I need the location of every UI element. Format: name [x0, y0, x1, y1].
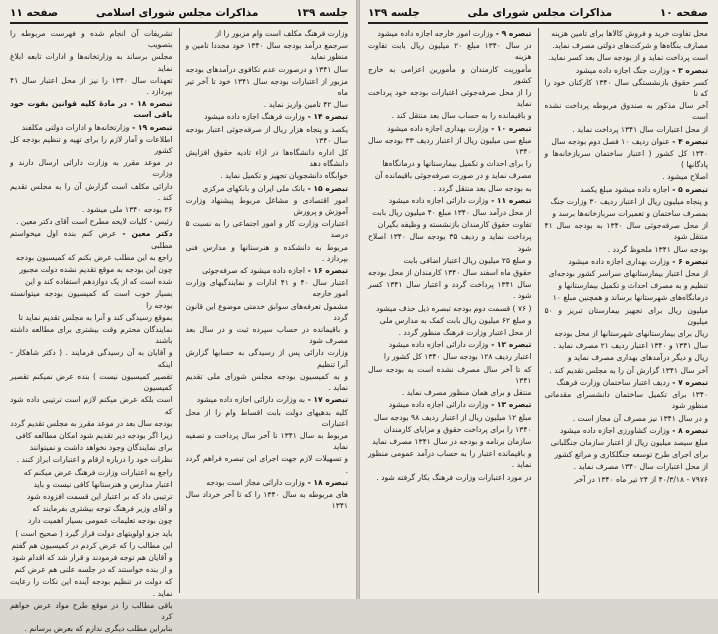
clause-text: و در سال ۱۳۴۱ نیز مصرف آن مجاز است . — [572, 413, 708, 423]
text-line — [368, 472, 532, 483]
text-line — [545, 52, 709, 63]
text-line — [10, 51, 173, 73]
clause-text: است بلکه عرض میکنم لازم است ترتیبی داده شود که — [10, 395, 173, 416]
clause-text: سال ۱۳۴۱ و ۱۳۴۰ اعتبار ردیف ۲۱ مصرف نماید . — [553, 341, 708, 351]
clause-text: ردیف اعتبار ساختمان وزارت فرهنگ — [556, 377, 670, 387]
text-line — [545, 413, 709, 424]
clause-heading: دکتر معین - — [116, 229, 173, 239]
text-line — [368, 303, 532, 314]
text-line — [545, 461, 709, 472]
clause-text: چون بودجه تعلیمات عمومی بسیار اهمیت دارد — [28, 516, 173, 526]
text-line — [186, 489, 349, 511]
clause-text: وزارت دارائی اجازه داده میشود — [388, 340, 489, 350]
clause-text: مجلس برساند به وزارتخانه‌ها و ادارات تابعه ابلاغ نماید — [10, 52, 173, 73]
clause-text: کل اداره دانشگاه‌ها در ازاء تادیه حقوق افزایش دانشگاه دهد — [185, 148, 348, 169]
text-line — [545, 196, 709, 207]
clause-paragraph — [545, 65, 709, 76]
clause-text: عرض کنم بنده اول میخواستم مطلبی — [10, 229, 173, 250]
clause-text: تعهدات سال ۱۳۴۰ را نیز از محل اعتبار سال ۴۱ بپردازد . — [10, 75, 173, 97]
clause-heading: تبصره ۴ - — [669, 136, 708, 146]
clause-heading: تبصره ۱۰ - — [488, 123, 532, 133]
text-line — [545, 77, 709, 99]
text-line — [368, 387, 532, 398]
clause-text: و باقیمانده در حساب سپرده ثبت و در سال بعد مصرف شود — [185, 325, 348, 346]
page-10 — [360, 0, 718, 599]
clause-text: مشمول تعرفه‌های سوابق خدمتی موضوع این قانون گردد — [185, 301, 348, 322]
clause-text: اعتبار ردیف ۱۲۸ بودجه سال ۱۳۴۰ کل کشور را — [383, 352, 532, 362]
text-line — [186, 453, 349, 475]
text-line — [10, 552, 173, 563]
clause-text: اعتبار مدارس و هنرستانها کافی نیست و باید — [33, 479, 173, 489]
text-column-right — [186, 28, 349, 593]
text-line — [368, 267, 532, 278]
text-line — [368, 364, 532, 386]
clause-text: مأموریت کارمندان و مأمورین اعزامی به خارج کشور — [368, 64, 532, 85]
text-line — [186, 301, 349, 323]
text-line — [545, 437, 709, 448]
clause-text: محل تفاوت خرید و فروش کالاها برای تامین هزینه — [551, 29, 708, 38]
clause-text: کلیه بدهیهای دولت بابت اقساط وام را از محل اعتبارات — [185, 407, 348, 428]
clause-text: اجازه داده میشود مبلغ یکصد — [580, 184, 670, 194]
clause-text: و آقای وزیر فرهنگ توجه بیشتری بفرمایند که — [32, 504, 173, 514]
clause-text: وزارت بهداری اجازه داده میشود — [387, 123, 489, 133]
clause-text: وزارت امور خارجه اجازه داده میشود — [377, 29, 494, 38]
text-line — [10, 324, 173, 346]
clause-text: به بودجه سال بعد منتقل گردد . — [433, 183, 532, 193]
clause-text: خوابگاه دانشجویان تجهیز و تکمیل نماید . — [220, 171, 348, 181]
text-line — [186, 124, 349, 146]
clause-text: در سال ۱۳۴۰ مبلغ ۲۰ میلیون ریال بابت تفاوت هزینه — [368, 41, 532, 62]
clause-paragraph — [10, 228, 173, 250]
clause-text: رئیس - کلیات لایحه مطرح است آقای دکتر معین . — [15, 217, 173, 227]
clause-text: وزارت دارائی اجازه داده میشود — [388, 400, 489, 410]
clause-text: ریال برای بیمارستانهای شهرستانها از محل بودجه — [554, 329, 708, 339]
clause-text: سال ۴۲ تامین واریز نماید . — [263, 100, 348, 110]
text-line — [186, 76, 349, 98]
clause-text: اعتبار سال ۴۰ و ۴۱ ادارات و نمایندگیهای وزارت امور خارجه — [185, 278, 348, 299]
clause-text: و آقایان به آن رسیدگی فرمایند . ( دکتر شاهکار - اینکه — [10, 348, 173, 369]
clause-heading: تبصره ۷ - — [669, 377, 708, 387]
clause-text: و به کمیسیون بودجه مجلس شورای ملی تقدیم نماید . — [185, 371, 348, 393]
text-line — [10, 312, 173, 323]
clause-text: مصارف بنگاه‌ها و شرکت‌های دولتی مصرف نماید. — [552, 41, 708, 51]
text-line — [186, 170, 349, 181]
clause-text: وزارتخانه‌ها و ادارات دولتی مکلفند — [21, 122, 130, 132]
text-line — [368, 351, 532, 362]
text-line — [186, 28, 349, 39]
clause-heading: تبصره ۱۳ - — [488, 400, 532, 410]
text-line — [545, 28, 709, 39]
clause-text: راجع به این مطلب عرض بکنم که کمیسیون بودجه — [15, 252, 173, 262]
text-line — [10, 623, 173, 634]
clause-paragraph — [368, 28, 532, 39]
text-line — [545, 40, 709, 51]
text-line — [10, 564, 173, 575]
clause-text: که دولت در تنظیم بودجه آینده این نکات را رعایت نماید . — [10, 577, 173, 598]
clause-text: ( ۷۶ ) قسمت دوم بودجه تبصره ذیل حذف میشود — [376, 303, 532, 313]
clause-paragraph — [545, 136, 709, 147]
clause-text: اصلاح میشود . — [662, 172, 708, 182]
text-line — [10, 181, 173, 203]
clause-text: آخر سال مذکور به صندوق مربوطه پرداخت نشده است — [544, 101, 708, 122]
clause-heading: تبصره ۹ - — [493, 29, 532, 38]
text-line — [545, 292, 709, 303]
text-line — [545, 449, 709, 460]
text-columns — [10, 28, 349, 634]
text-line — [368, 110, 532, 121]
clause-text: در موعد مقرر به وزارت دارائی ارسال دارند و وزارت — [10, 158, 173, 179]
clause-text: برای نمایندگان وجود نخواهد داشت و نمیتوانند — [29, 443, 173, 453]
page-number: صفحه ۱۰ — [659, 7, 708, 19]
text-line — [545, 389, 709, 411]
clause-heading: تبصره ۵ - — [669, 184, 708, 194]
page-number: صفحه ۱۱ — [10, 7, 59, 19]
text-line — [368, 315, 532, 326]
clause-heading: تبصره ۱۱ - — [488, 195, 532, 205]
clause-heading: تبصره ۱۲ - — [488, 340, 532, 350]
clause-heading: تبصره ۱۶ - — [304, 266, 348, 276]
text-line — [545, 268, 709, 279]
text-line — [10, 479, 173, 490]
text-line — [10, 157, 173, 179]
text-line — [10, 75, 173, 97]
clause-text: از محل اعتبار وزارت فرهنگ منظور گردد . — [398, 328, 532, 338]
clause-heading: تبصره ۱۵ - — [304, 183, 348, 193]
text-line — [545, 100, 709, 122]
text-line — [10, 288, 173, 310]
clause-paragraph — [368, 339, 532, 350]
clause-text: چون این بودجه به موقع تقدیم نشده دولت مجبور — [19, 265, 173, 275]
text-column-left — [10, 28, 173, 634]
clause-text: به وزارت دارائی اجازه داده میشود — [196, 395, 305, 405]
clause-text: اعتبارات وزارت کار و امور اجتماعی را به نسبت ۵ درصد — [185, 219, 348, 240]
text-line — [545, 352, 709, 363]
text-line — [10, 528, 173, 539]
clause-text: پرداخت نماید و ردیف ۳۵ بودجه سال ۱۳۴۰ اصلاح شود — [368, 232, 532, 253]
text-line — [10, 430, 173, 441]
clause-text: باید جزو اولویتهای دولت قرار گیرد ( صحیح است ) — [15, 528, 173, 538]
clause-text: ۱۳۴۰ برای تکمیل ساختمان دانشسرای مقدماتی منظور شود — [544, 390, 708, 411]
clause-text: سال ۱۳۴۱ پرداخت گردد و اعتبار سال ۱۳۴۱ کسر شود . — [368, 280, 532, 301]
clause-text: وزارت فرهنگ اجازه داده میشود — [204, 112, 305, 122]
clause-text: و مبلغ ۲۵ میلیون ریال اعتبار اضافی بابت — [403, 255, 532, 265]
text-line — [545, 365, 709, 376]
clause-text: اجازه داده میشود که صرفه‌جوئی — [202, 266, 305, 276]
clause-text: درمانگاه‌های شهرستانها برساند و همچنین مبلغ ۱۰ — [552, 293, 708, 303]
clause-text: تقصیر کمیسیون نیست ) بنده عرض نمیکنم تقصیر کمیسیون — [10, 371, 173, 393]
clause-text: های مربوطه به سال ۱۳۴۰ را که تا آخر خرداد سال ۱۳۴۱ — [185, 489, 348, 511]
clause-text: وزارت دارائی مجاز است بودجه — [206, 477, 305, 487]
text-line — [368, 255, 532, 266]
text-line — [368, 219, 532, 230]
clause-text: میلیون ریال برای تجهیز بیمارستان تبریز و ۵۰ میلیون — [544, 305, 708, 326]
clause-text: تشریفات آن انجام شده و فهرست مربوطه را بتصویب — [10, 29, 173, 50]
text-line — [186, 347, 349, 369]
text-line — [368, 279, 532, 301]
clause-text: تفاوت حقوق کارمندان بازنشسته و وظیفه بگیران — [377, 220, 532, 230]
clause-paragraph — [186, 183, 349, 194]
clause-text: از محل اعتبار بیمارستانهای سراسر کشور بودجه‌ای — [548, 269, 708, 279]
clause-text: وزارت جنگ اجازه داده میشود — [575, 65, 670, 75]
text-line — [186, 40, 349, 62]
text-line — [10, 600, 173, 622]
clause-text: از محل صرفه‌جوئی سال ۱۳۴۰ به بودجه سال ۴۱ منتقل شود — [544, 221, 708, 242]
text-line — [186, 242, 349, 264]
clause-text: نمایندگان محترم وقت بیشتری برای مطالعه داشته باشند — [10, 325, 173, 346]
text-line — [10, 28, 173, 50]
text-column-right — [545, 28, 709, 593]
clause-heading: تبصره ۳ - — [669, 65, 708, 75]
text-line — [545, 328, 709, 339]
clause-text: بنابراین مطلب دیگری ندارم که بعرض برسانم . — [24, 624, 173, 634]
page-running-title: مذاکرات مجلس شورای اسلامی — [96, 7, 259, 19]
clause-text: وزارت فرهنگ مکلف است وام مزبور را از — [215, 29, 348, 38]
clause-text: بموقع رسیدگی کند و آنرا به مجلس تقدیم نماید تا — [18, 312, 173, 322]
text-line — [186, 277, 349, 299]
clause-text: مبلغ سیصد میلیون ریال از اعتبار سازمان جنگلبانی — [550, 437, 708, 447]
clause-text: راجع به اعتبارات وزارت فرهنگ عرض میکنم که — [23, 467, 173, 477]
clause-paragraph — [10, 122, 173, 133]
clause-text: مربوط به سال ۱۳۴۱ تا آخر سال پرداخت و تصفیه نماید — [185, 430, 348, 452]
text-line — [186, 64, 349, 75]
text-line — [10, 503, 173, 514]
clause-paragraph — [368, 195, 532, 206]
text-line — [368, 170, 532, 181]
text-line — [368, 412, 532, 423]
clause-heading: تبصره ۱۸ - در مادهٔ کلیه قوانین بقوت خود باقی است — [10, 99, 173, 120]
clause-paragraph — [186, 394, 349, 405]
page-11 — [0, 0, 356, 634]
clause-text: ترتیبی داد که بر اعتبار این قسمت افزوده شود — [26, 491, 173, 501]
text-line — [10, 418, 173, 429]
clause-text: سرجمع درآمد بودجه سال ۱۳۴۰ خود مجددا تامین و منظور نماید — [185, 41, 348, 62]
text-line — [10, 371, 173, 393]
text-line — [10, 467, 173, 478]
text-column-left — [368, 28, 532, 593]
text-line — [545, 244, 709, 255]
text-line — [368, 436, 532, 447]
clause-heading: تبصره ۱۸ - — [304, 477, 348, 487]
clause-text: در مورد اعتبارات وزارت فرهنگ بکار گرفته شود . — [376, 472, 532, 482]
clause-text: بودجه سال ۱۳۴۱ ملحوظ گردد . — [607, 244, 708, 254]
text-line — [545, 171, 709, 182]
clause-text: را از محل صرفه‌جوئی اعتبارات بودجه خود پرداخت نماید — [368, 88, 532, 109]
text-line — [545, 124, 709, 135]
page-header — [368, 6, 708, 24]
clause-text: برای اجرای طرح توسعه جنگلکاری و مراتع کشور — [554, 450, 708, 460]
clause-text: مربوط به دانشکده و هنرستانها و مدارس فنی بپردازد . — [185, 242, 348, 263]
text-line — [10, 347, 173, 369]
clause-paragraph — [186, 111, 349, 122]
clause-text: مزبور از اعتبارات بودجه سال ۱۳۴۱ خود تا آخر تیر ماه — [185, 76, 349, 98]
text-line — [186, 371, 349, 393]
clause-text: از محل اعتبارات سال ۱۳۴۱ پرداخت نماید . — [572, 124, 708, 134]
clause-text: یکصد و پنجاه هزار ریال از صرفه‌جوئی اعتبار بودجه سال ۱۳۴۰ — [185, 124, 348, 145]
clause-text: عنوان ردیف ۱۰ فصل دوم بودجه سال — [551, 136, 670, 146]
clause-text: مبلغ سی میلیون ریال از اعتبار ردیف ۳۳ بودجه سال ۱۳۴۰ — [368, 135, 532, 157]
text-line — [186, 324, 349, 346]
clause-text: وزارت کشاورزی اجازه داده میشود — [559, 425, 670, 435]
text-line — [10, 216, 173, 227]
text-line — [10, 252, 173, 263]
page-running-title: مذاکرات مجلس شورای ملی — [467, 7, 613, 19]
clause-text: و آقایان هم توجه فرمودند و قرار شد که اقدام شود — [11, 552, 173, 562]
clause-text: بودجه سال بعد در موعد مقرر به مجلس تقدیم گردد — [10, 418, 173, 428]
clause-text: بمصرف ساختمان و تعمیرات سربازخانه‌ها برسد و — [552, 209, 708, 219]
clause-text: و از بنده خواستند که در جلسه علنی هم عرض کنم — [14, 565, 173, 575]
text-line — [545, 305, 709, 327]
clause-text: مبلغ ۱۲ میلیون ریال از اعتبار ردیف ۹۸ بودجه سال — [373, 412, 532, 422]
clause-text: ریال و دیگر درآمدهای بهداری مصرف نماید و — [567, 353, 708, 363]
clause-heading: تبصره ۱۴ - — [304, 112, 348, 122]
clause-text: و تسهیلات لازم جهت اجرای این تبصره فراهم گردد . — [185, 454, 348, 475]
text-line — [368, 448, 532, 470]
clause-text: نظرات خود را درباره ارقام و اعتبارات ابراز کنند . — [16, 455, 173, 465]
clause-text: بسیار خوب است که کمیسیون بودجه میتوانسته بودجه را — [10, 289, 173, 310]
text-line — [10, 576, 173, 598]
text-line — [186, 147, 349, 169]
text-line — [10, 394, 173, 416]
clause-paragraph — [545, 184, 709, 195]
clause-text: از محل اعتبارات سال ۱۳۴۰ مصرف نماید . — [573, 462, 708, 472]
text-line — [368, 135, 532, 157]
clause-text: آخر سال ۱۳۴۱ گزارش آن را به مجلس تقدیم کند . — [549, 365, 708, 375]
text-line — [368, 183, 532, 194]
clause-paragraph — [545, 256, 709, 267]
text-line — [10, 454, 173, 465]
clause-text: ۱۳۴۰ را برای پرداخت حقوق و مزایای کارمندان — [383, 424, 532, 434]
clause-text: اطلاعات و آمار لازم را برای تهیه و تنظیم بودجه کل کشور — [10, 134, 173, 156]
clause-text: تنظیم و به مصرف احداث و تکمیل بیمارستانها و — [558, 281, 708, 291]
clause-text: کسر حقوق بازنشستگی سال ۱۳۴۰ کارکنان خود را که تا — [544, 77, 708, 99]
text-line — [545, 148, 709, 170]
text-line — [186, 430, 349, 452]
clause-text: حقوق ماه اسفند سال ۱۳۴۰ کارمندان از محل بودجه — [368, 268, 532, 278]
text-line — [368, 40, 532, 62]
text-line — [368, 87, 532, 109]
session-label: جلسه ۱۳۹ — [368, 7, 420, 19]
text-line — [368, 424, 532, 435]
text-line — [368, 231, 532, 253]
clause-text: و پنجاه میلیون ریال از اعتبار ردیف ۳۰ وزارت جنگ — [550, 196, 708, 206]
clause-text: وزارت بهداری اجازه داده میشود — [568, 256, 670, 266]
clause-text: ۱۳۴۰ کل کشور ( اعتبار ساختمان سربازخانه‌ها و پادگانها ) — [544, 149, 708, 170]
text-line — [545, 208, 709, 219]
text-line — [10, 491, 173, 502]
text-line — [368, 327, 532, 338]
clause-text: ۷۹۷۶ - ۴۰/۳/۱۸ از ۲۴ تیر ماه ۱۳۴۰ در آخر — [574, 474, 708, 484]
clause-heading: تبصره ۸ - — [669, 425, 708, 435]
session-label: جلسه ۱۳۹ — [296, 7, 348, 19]
clause-text: باقی مطالب را در موقع طرح مواد عرض خواهم کرد — [10, 600, 173, 621]
text-columns — [368, 28, 708, 593]
text-line — [186, 218, 349, 240]
text-line — [545, 220, 709, 242]
clause-text: ۲۶ بودجه ۱۳۴۰ ملی میشود . — [81, 205, 173, 215]
clause-text: و باقیمانده اعتبار را به حساب درآمد عمومی منظور نماید . — [368, 449, 532, 470]
text-line — [545, 280, 709, 291]
clause-text: دارائی مکلف است گزارش آن را به مجلس تقدیم کند . — [10, 181, 173, 202]
text-line — [186, 195, 349, 217]
clause-paragraph — [186, 477, 349, 488]
clause-text: از محل درآمد سال ۱۳۴۰ مبلغ ۴۰ میلیون ریال بابت — [372, 208, 532, 218]
text-line — [368, 64, 532, 86]
clause-text: سازمان برنامه و بودجه در سال ۱۳۴۱ مصرف نماید — [371, 436, 532, 446]
clause-heading: تبصره ۱۹ - — [129, 122, 173, 132]
clause-text: وزارت دارائی پس از رسیدگی به حسابها گزارش آنرا تنظیم — [185, 348, 348, 369]
clause-text: و باقیمانده را به حساب سال بعد منتقل کند . — [391, 111, 532, 121]
text-line — [10, 134, 173, 156]
text-line — [10, 442, 173, 453]
clause-paragraph — [545, 425, 709, 436]
clause-paragraph — [10, 98, 173, 120]
clause-text: این مطالب را که عرض کردم در کمیسیون هم گفتم — [11, 540, 173, 550]
clause-paragraph — [186, 265, 349, 276]
clause-text: وزارت دارائی اجازه داده میشود — [388, 195, 489, 205]
text-line — [368, 207, 532, 218]
text-line — [545, 340, 709, 351]
clause-text: امور اقتصادی و مشاغل مربوط پیشنهاد وزارت آموزش و پرورش — [185, 195, 348, 217]
text-line — [186, 407, 349, 429]
clause-text: شده است که از یک دوازدهم استفاده کند و این — [25, 277, 173, 287]
clause-heading: تبصره ۱۷ - — [304, 395, 348, 405]
clause-text: و مبلغ ۶۲ میلیون ریال بابت کمک به مدارس ملی — [379, 315, 532, 325]
clause-paragraph — [368, 123, 532, 134]
text-line — [186, 99, 349, 110]
clause-text: مصرف نماید و در صورت صرفه‌جوئی باقیمانده آن — [374, 171, 532, 181]
text-line — [10, 264, 173, 275]
clause-text: بانک ملی ایران و بانکهای مرکزی — [202, 183, 305, 193]
clause-text: که تا آخر سال مصرف نشده است به بودجه سال ۱۳۴۱ — [368, 364, 532, 385]
clause-text: زیرا اگر بودجه دیر تقدیم شود امکان مطالعه کافی — [15, 430, 173, 440]
clause-paragraph — [545, 377, 709, 388]
text-line — [10, 204, 173, 215]
page-header — [10, 6, 348, 24]
text-line — [368, 158, 532, 169]
clause-text: منتقل و برای همان منظور مصرف نماید . — [401, 388, 532, 398]
clause-text: را برای احداث و تکمیل بیمارستانها و درمانگاه‌ها — [382, 159, 532, 169]
clause-text: است پرداخت نماید و از بودجه سال بعد کسر نماید. — [547, 53, 708, 63]
text-line — [545, 474, 709, 485]
text-line — [10, 515, 173, 526]
text-line — [10, 276, 173, 287]
clause-heading: تبصره ۶ - — [669, 256, 708, 266]
column-divider — [179, 28, 180, 593]
text-line — [10, 540, 173, 551]
clause-text: سال ۱۳۴۱ و درصورت عدم تکافوی درآمدهای بودجه — [185, 64, 348, 74]
column-divider — [538, 28, 539, 593]
clause-paragraph — [368, 399, 532, 410]
